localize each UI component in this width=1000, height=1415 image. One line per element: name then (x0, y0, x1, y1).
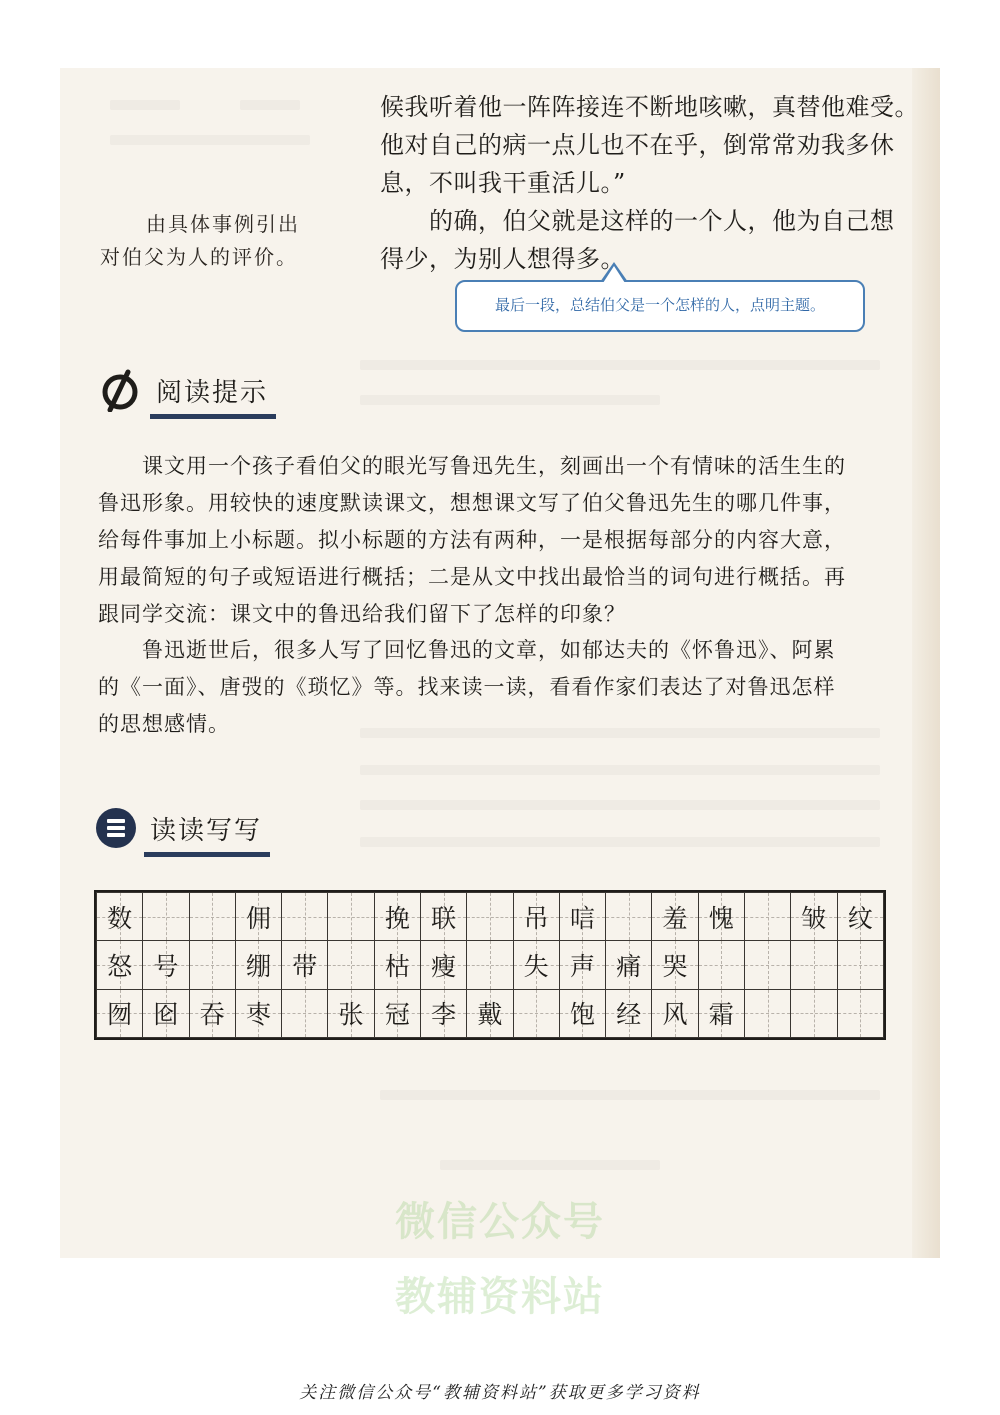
grid-cell (143, 989, 189, 1037)
grid-character: 枣 (245, 1000, 271, 1030)
story-line: 候我听着他一阵阵接连不断地咳嗽，真替他难受。 (380, 93, 919, 121)
grid-cell (559, 893, 605, 941)
grid-character: 李 (431, 1000, 457, 1030)
watermark (370, 1190, 630, 1322)
grid-cell (606, 989, 652, 1037)
bleed-through-line (360, 765, 880, 775)
grid-character: 瘦 (431, 951, 457, 981)
story-line: 的确，伯父就是这样的一个人，他为自己想 (380, 207, 895, 235)
grid-character: 风 (662, 1000, 688, 1030)
grid-character: 数 (107, 903, 133, 933)
grid-character: 声 (569, 951, 595, 981)
grid-character: 哭 (662, 951, 688, 981)
grid-cell (282, 893, 328, 941)
grid-cell (143, 893, 189, 941)
grid-cell (698, 941, 744, 989)
grid-cell (374, 893, 420, 941)
margin-annotation (100, 208, 340, 274)
grid-cell (791, 893, 837, 941)
bleed-through-line (110, 135, 310, 145)
grid-character: 经 (616, 1000, 642, 1030)
title-underline (150, 414, 276, 419)
watermark-line: 教辅资料站 (395, 1274, 605, 1320)
grid-cell (652, 893, 698, 941)
grid-cell (467, 893, 513, 941)
grid-cell (513, 941, 559, 989)
grid-character: 愧 (708, 903, 734, 933)
grid-character: 佣 (245, 903, 271, 933)
grid-cell (282, 989, 328, 1037)
bleed-through-line (360, 837, 880, 847)
read-write-title-text: 读读写写 (150, 815, 263, 846)
grid-cell (467, 989, 513, 1037)
bleed-through-line (360, 360, 880, 370)
paragraph-line: 的《一面》、唐弢的《琐忆》等。找来读一读，看看作家们表达了对鲁迅怎样 (98, 675, 836, 699)
grid-cell (328, 941, 374, 989)
grid-character: 痛 (616, 951, 642, 981)
watermark-line: 微信公众号 (395, 1199, 605, 1245)
grid-character: 枯 (384, 951, 410, 981)
grid-character: 皱 (801, 903, 827, 933)
grid-cell (837, 893, 884, 941)
annotation-line: 由具体事例引出 (146, 212, 300, 236)
grid-cell (513, 893, 559, 941)
paragraph-line: 鲁迅形象。用较快的速度默读课文，想想课文写了伯父鲁迅先生的哪几件事， (98, 491, 846, 515)
character-practice-grid (94, 890, 886, 1040)
annotation-line: 对伯父为人的评价。 (100, 245, 298, 269)
callout-pointer-inner (603, 266, 625, 283)
grid-cell (652, 941, 698, 989)
story-line: 息，不叫我干重活儿。” (380, 169, 626, 197)
grid-cell (189, 893, 235, 941)
bleed-through-line (380, 1090, 880, 1100)
grid-cell (97, 893, 143, 941)
paragraph-line: 课文用一个孩子看伯父的眼光写鲁迅先生，刻画出一个有情味的活生生的 (98, 454, 846, 478)
grid-cell (374, 989, 420, 1037)
grid-cell (559, 941, 605, 989)
grid-character: 饱 (569, 1000, 595, 1030)
grid-cell (744, 941, 790, 989)
grid-cell (282, 941, 328, 989)
callout-bubble (455, 280, 865, 332)
grid-cell (189, 989, 235, 1037)
grid-character: 绷 (245, 951, 271, 981)
grid-cell (235, 893, 281, 941)
grid-cell (698, 893, 744, 941)
reading-tips-title (156, 372, 268, 409)
grid-cell (698, 989, 744, 1037)
grid-character: 吞 (199, 1000, 225, 1030)
grid-cell (837, 941, 884, 989)
grid-character: 纹 (847, 903, 873, 933)
grid-character: 吊 (523, 903, 549, 933)
grid-character: 冠 (384, 1000, 410, 1030)
reading-tips-paragraph-1 (98, 448, 894, 633)
grid-cell (791, 989, 837, 1037)
paragraph-line: 给每件事加上小标题。拟小标题的方法有两种，一是根据每部分的内容大意， (98, 528, 846, 552)
grid-character: 囫 (107, 1000, 133, 1030)
grid-character: 怒 (107, 951, 133, 981)
grid-cell (97, 989, 143, 1037)
paragraph-line: 鲁迅逝世后，很多人写了回忆鲁迅的文章，如郁达夫的《怀鲁迅》、阿累 (98, 638, 836, 662)
grid-cell (791, 941, 837, 989)
story-line: 他对自己的病一点儿也不在乎，倒常常劝我多休 (380, 131, 895, 159)
story-text (380, 88, 919, 278)
bleed-through-line (360, 800, 880, 810)
grid-cell (97, 941, 143, 989)
bleed-through-line (110, 100, 180, 110)
character-table (96, 892, 884, 1038)
grid-cell (513, 989, 559, 1037)
reading-tips-icon (98, 368, 142, 412)
grid-character: 戴 (477, 1000, 503, 1030)
callout-text: 最后一段，总结伯父是一个怎样的人，点明主题。 (494, 296, 825, 314)
grid-cell (467, 941, 513, 989)
reading-tips-heading (98, 368, 268, 412)
grid-row (97, 941, 884, 989)
paragraph-line: 用最简短的句子或短语进行概括；二是从文中找出最恰当的词句进行概括。再 (98, 565, 846, 589)
grid-cell (606, 893, 652, 941)
read-write-heading (96, 808, 262, 848)
grid-cell (235, 989, 281, 1037)
grid-cell (420, 893, 466, 941)
grid-cell (189, 941, 235, 989)
reading-tips-paragraph-2 (98, 632, 894, 743)
reading-tips-title-text: 阅读提示 (156, 377, 269, 408)
grid-character: 挽 (384, 903, 410, 933)
grid-cell (744, 893, 790, 941)
grid-cell (606, 941, 652, 989)
grid-cell (143, 941, 189, 989)
title-underline (144, 852, 270, 857)
read-write-title (150, 810, 262, 847)
grid-cell (559, 989, 605, 1037)
grid-cell (235, 941, 281, 989)
grid-cell (420, 941, 466, 989)
grid-character: 失 (523, 951, 549, 981)
grid-cell (328, 893, 374, 941)
grid-character: 张 (338, 1000, 364, 1030)
grid-cell (420, 989, 466, 1037)
bleed-through-line (360, 395, 660, 405)
bleed-through-line (440, 1160, 660, 1170)
grid-cell (652, 989, 698, 1037)
grid-cell (837, 989, 884, 1037)
grid-character: 带 (292, 951, 318, 981)
grid-cell (374, 941, 420, 989)
footer-notice: 关注微信公众号“教辅资料站”获取更多学习资料 (299, 1383, 701, 1403)
paragraph-line: 的思想感情。 (98, 712, 230, 736)
bleed-through-line (240, 100, 300, 110)
grid-character: 联 (431, 903, 457, 933)
paragraph-line: 跟同学交流：课文中的鲁迅给我们留下了怎样的印象？ (98, 602, 626, 626)
grid-character: 唁 (569, 903, 595, 933)
grid-row (97, 989, 884, 1037)
grid-character: 囵 (153, 1000, 179, 1030)
grid-character: 霜 (708, 1000, 734, 1030)
grid-character: 号 (153, 951, 179, 981)
grid-cell (328, 989, 374, 1037)
grid-cell (744, 989, 790, 1037)
story-line: 得少，为别人想得多。 (380, 245, 625, 273)
read-write-icon (96, 808, 136, 848)
grid-character: 羞 (662, 903, 688, 933)
grid-row (97, 893, 884, 941)
